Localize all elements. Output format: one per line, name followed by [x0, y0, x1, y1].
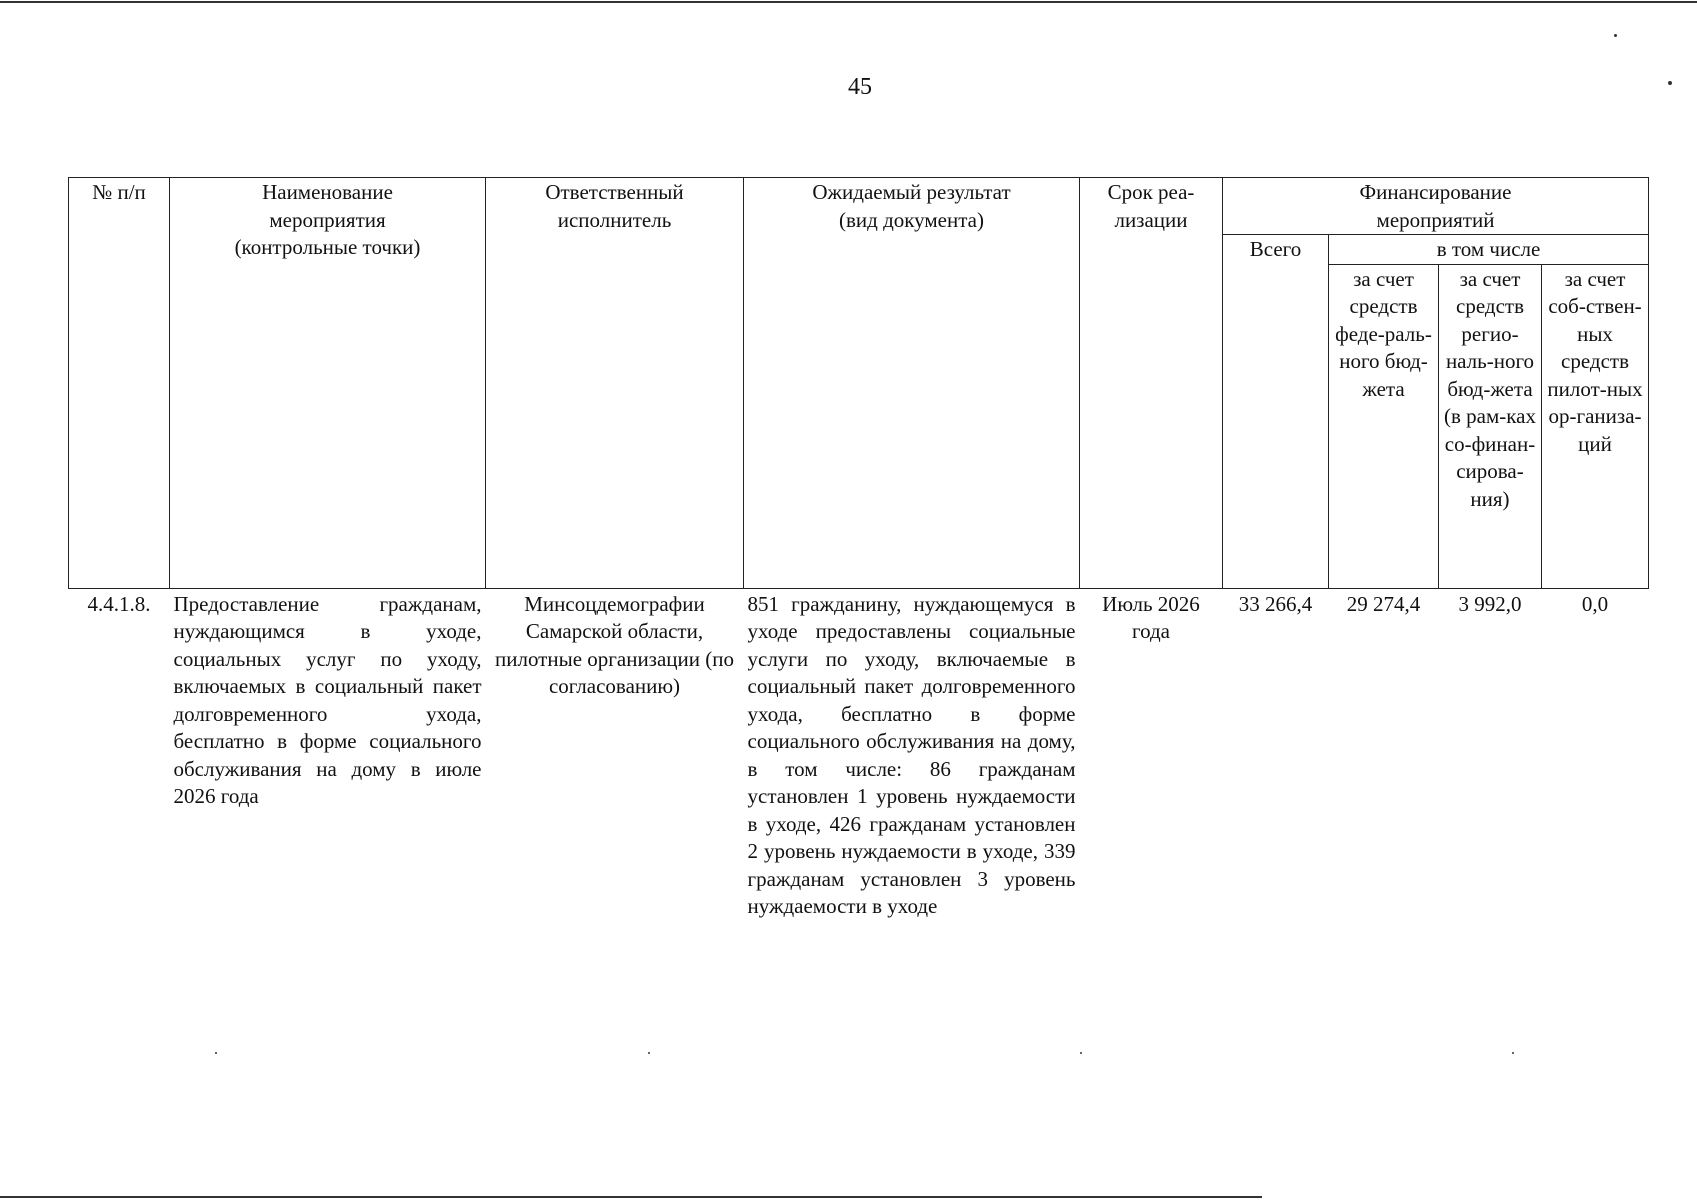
header-name: [170, 178, 486, 589]
action-plan-table: [68, 177, 1649, 921]
top-rule: [0, 1, 1697, 3]
bottom-rule: [0, 1196, 1262, 1198]
header-result-line: (вид документа): [839, 207, 984, 232]
header-num: [69, 178, 170, 589]
row-federal: 29 274,4: [1329, 588, 1439, 921]
row-own: 0,0: [1542, 588, 1649, 921]
scan-speck: [1512, 1052, 1514, 1054]
header-own: за счет соб-ствен-ных средств пилот-ных ор-ганиза-ций: [1542, 264, 1649, 588]
header-total: Всего: [1223, 235, 1329, 589]
header-row: [69, 178, 1649, 235]
header-financing-line: Финансирование: [1359, 180, 1512, 204]
scan-speck: [215, 1052, 217, 1054]
header-responsible: [486, 178, 744, 589]
header-num-label: № п/п: [92, 180, 146, 204]
header-responsible-line: исполнитель: [557, 207, 672, 232]
header-result: [744, 178, 1080, 589]
row-num: 4.4.1.8.: [69, 588, 170, 921]
header-name-line: мероприятия: [269, 207, 386, 232]
header-term-line: лизации: [1114, 207, 1188, 232]
header-financing: [1223, 178, 1649, 235]
header-including: в том числе: [1329, 235, 1649, 265]
header-result-line: Ожидаемый результат: [812, 180, 1011, 204]
header-name-line: Наименование: [262, 180, 393, 204]
scan-speck: [648, 1052, 650, 1054]
header-financing-line: мероприятий: [1376, 207, 1495, 232]
header-term-line: Срок реа-: [1107, 180, 1195, 204]
row-total: 33 266,4: [1223, 588, 1329, 921]
row-responsible: Минсоцдемографии Самарской области, пилотные организации (по согласованию): [486, 588, 744, 921]
scan-speck: [1614, 34, 1617, 37]
page-number: 45: [848, 74, 872, 100]
row-regional: 3 992,0: [1439, 588, 1542, 921]
table-row: [69, 588, 1649, 921]
header-regional: за счет средств регио-наль-ного бюд-жета (в рам-ках со-финан-сирова-ния): [1439, 264, 1542, 588]
row-term: Июль 2026 года: [1080, 588, 1223, 921]
row-result: 851 гражданину, нуждающемуся в уходе предоставлены социальные услуги по уходу, включаемые в социальный пакет долговременного ухода, бесплатно в форме социального обслуживания на дому, в том числе: 86 гражданам установлен 1 уровень нуждаемости в уходе, 426 гражданам установлен 2 уровень нуждаемости в уходе, 339 гражданам установлен 3 уровень нуждаемости в уходе: [744, 588, 1080, 921]
header-term: [1080, 178, 1223, 589]
row-name: Предоставление гражданам, нуждающимся в уходе, социальных услуг по уходу, включаемых в социальный пакет долговременного ухода, бесплатно в форме социального обслуживания на дому в июле 2026 года: [170, 588, 486, 921]
scan-speck: [1080, 1052, 1082, 1054]
header-name-line: (контрольные точки): [234, 235, 421, 259]
header-federal: за счет средств феде-раль-ного бюд-жета: [1329, 264, 1439, 588]
header-responsible-line: Ответственный: [545, 180, 684, 204]
scan-speck: [1668, 81, 1672, 85]
